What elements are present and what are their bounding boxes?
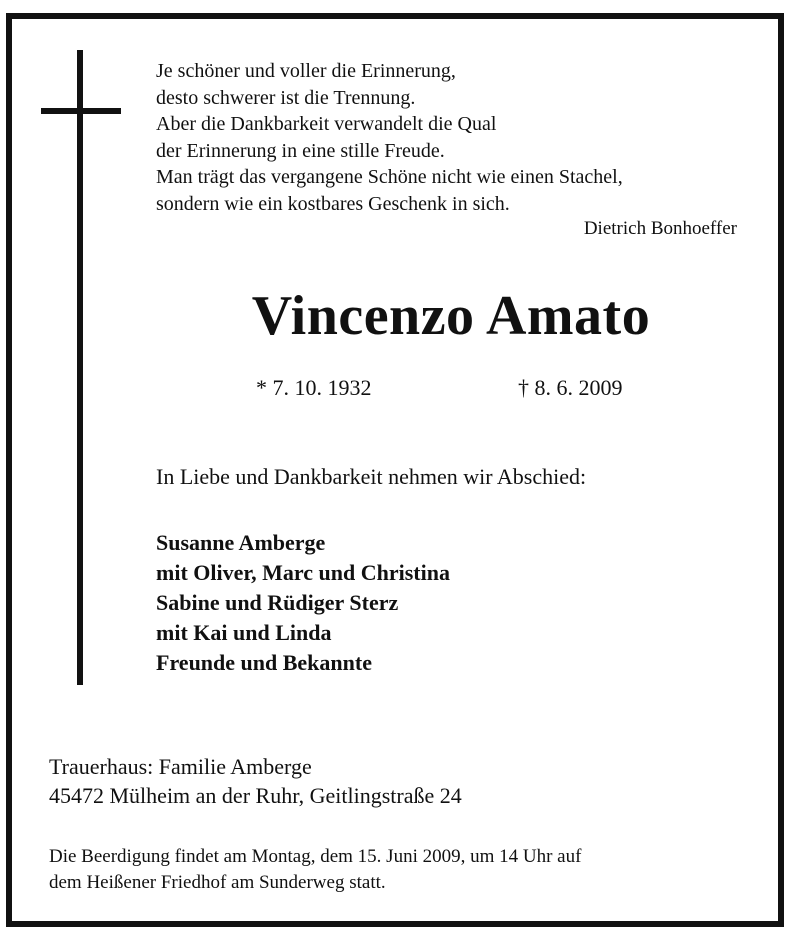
birth-date: * 7. 10. 1932 (256, 375, 372, 400)
mourner-item: mit Oliver, Marc und Christina (156, 560, 450, 585)
quote-author: Dietrich Bonhoeffer (583, 218, 737, 239)
funeral-info-line: dem Heißener Friedhof am Sunderweg statt. (49, 872, 386, 893)
deceased-name-container (156, 284, 746, 348)
mourner-item: mit Kai und Linda (156, 620, 332, 645)
farewell-text: In Liebe und Dankbarkeit nehmen wir Abschied: (156, 464, 587, 489)
mourning-house (49, 752, 462, 810)
mourner-item: Sabine und Rüdiger Sterz (156, 590, 399, 615)
mourners-list (156, 528, 450, 678)
quote-line: der Erinnerung in eine stille Freude. (156, 139, 445, 162)
cross-icon-vertical-bar (77, 50, 83, 685)
quote-line: desto schwerer ist die Trennung. (156, 86, 416, 109)
death-date: † 8. 6. 2009 (518, 375, 623, 400)
quote-line: Man trägt das vergangene Schöne nicht wie einen Stachel, (156, 166, 623, 188)
funeral-info-line: Die Beerdigung findet am Montag, dem 15. Juni 2009, um 14 Uhr auf (49, 846, 582, 867)
mourning-house-name: Trauerhaus: Familie Amberge (49, 754, 312, 779)
quote-line: sondern wie ein kostbares Geschenk in sich. (156, 192, 510, 215)
quote-line: Je schöner und voller die Erinnerung, (156, 60, 456, 82)
deceased-name: Vincenzo Amato (251, 285, 651, 347)
cross-icon-horizontal-bar (41, 108, 121, 114)
quote-line: Aber die Dankbarkeit verwandelt die Qual (156, 113, 497, 135)
bonhoeffer-quote (156, 58, 746, 217)
mourner-item: Freunde und Bekannte (156, 650, 372, 675)
mourning-house-address: 45472 Mülheim an der Ruhr, Geitlingstraße 24 (49, 783, 462, 808)
funeral-info (49, 844, 581, 896)
mourner-item: Susanne Amberge (156, 530, 326, 555)
